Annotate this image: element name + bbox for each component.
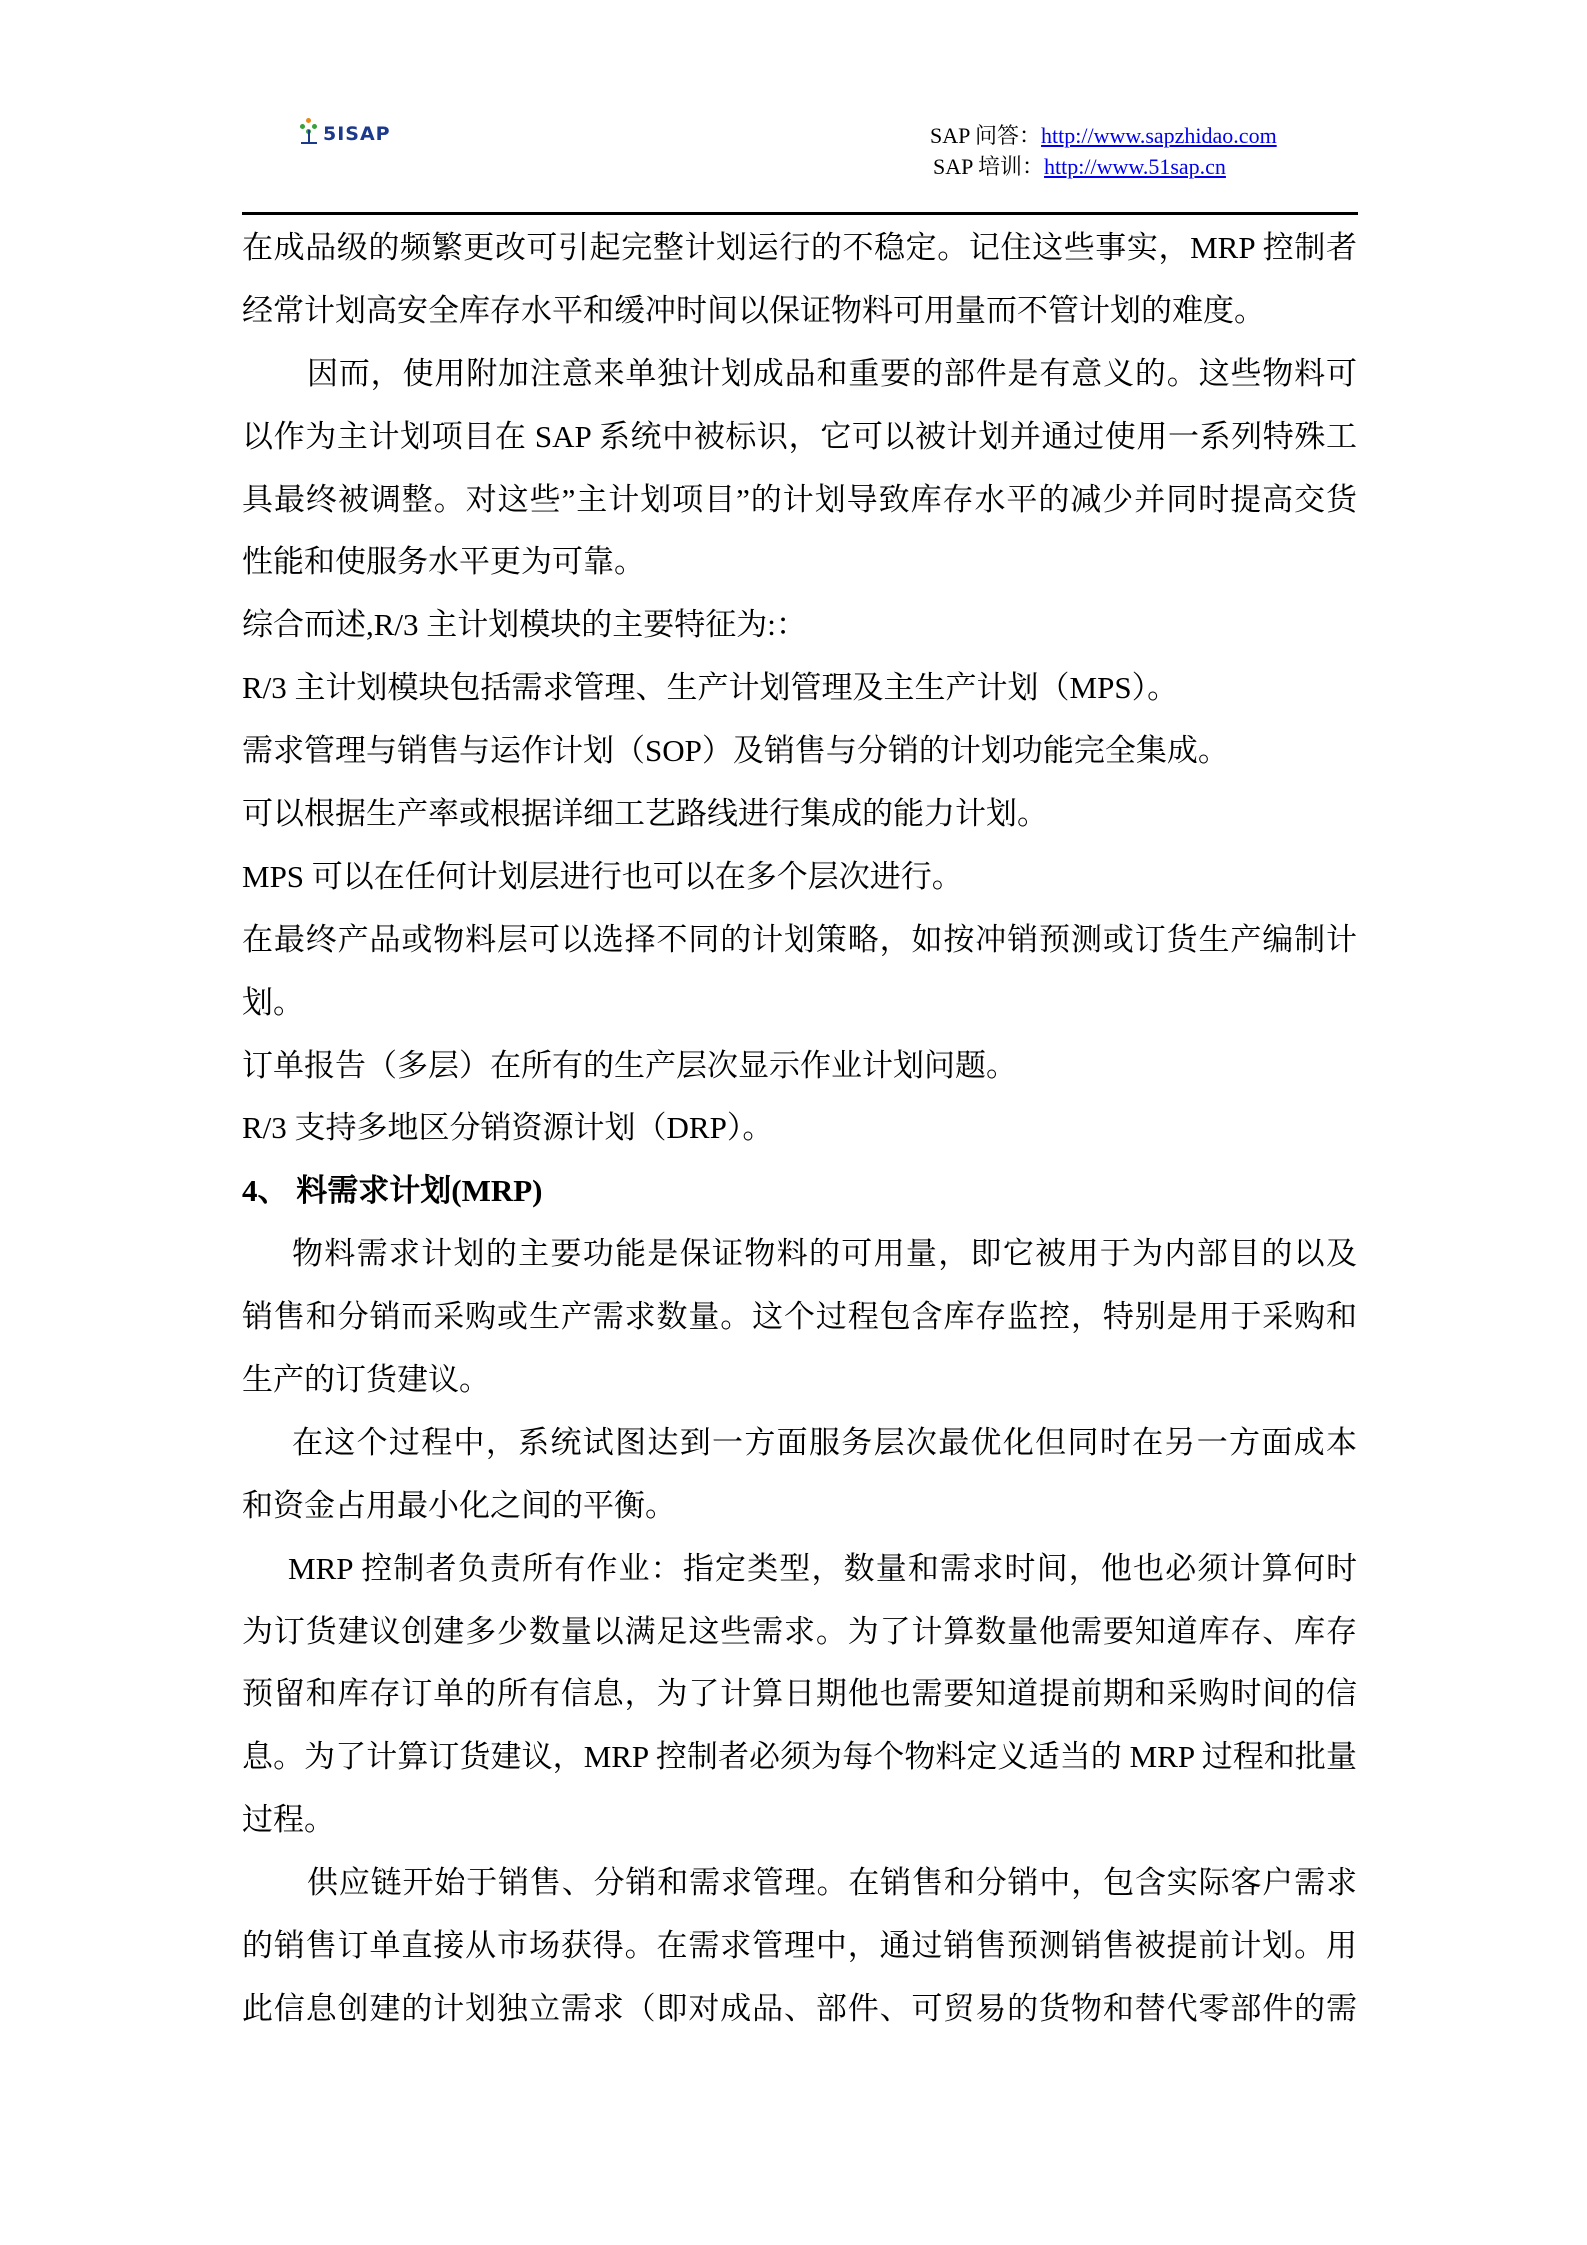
text-line: 经常计划高安全库存水平和缓冲时间以保证物料可用量而不管计划的难度。 <box>242 292 1265 328</box>
qa-label: SAP 问答： <box>930 123 1042 148</box>
text-line: 在这个过程中，系统试图达到一方面服务层次最优化但同时在另一方面成本 <box>292 1424 1357 1460</box>
site-logo <box>298 118 391 144</box>
list-item: 订单报告（多层）在所有的生产层次显示作业计划问题。 <box>242 1047 1017 1083</box>
text-line: MRP 控制者负责所有作业：指定类型，数量和需求时间，他也必须计算何时 <box>288 1550 1357 1586</box>
text-line: 性能和使服务水平更为可靠。 <box>242 544 645 580</box>
text-line: 在成品级的频繁更改可引起完整计划运行的不稳定。记住这些事实，MRP 控制者 <box>242 230 1357 265</box>
text-line: 预留和库存订单的所有信息，为了计算日期他也需要知道提前期和采购时间的信 <box>242 1676 1357 1712</box>
document-body <box>242 217 1357 2041</box>
text-line: 为订货建议创建多少数量以满足这些需求。为了计算数量他需要知道库存、库存 <box>242 1613 1357 1649</box>
text-line: 此信息创建的计划独立需求（即对成品、部件、可贸易的货物和替代零部件的需 <box>242 1990 1357 2026</box>
header-divider <box>242 212 1358 215</box>
text-line: 综合而述,R/3 主计划模块的主要特征为:： <box>242 607 807 643</box>
header-training <box>933 154 1226 180</box>
list-item: 在最终产品或物料层可以选择不同的计划策略，如按冲销预测或订货生产编制计 <box>242 921 1357 957</box>
text-line: 以作为主计划项目在 SAP 系统中被标识，它可以被计划并通过使用一系列特殊工 <box>242 418 1357 454</box>
text-line: 过程。 <box>242 1802 335 1838</box>
text-line: 息。为了计算订货建议，MRP 控制者必须为每个物料定义适当的 MRP 过程和批量 <box>242 1739 1357 1775</box>
text-line: 因而，使用附加注意来单独计划成品和重要的部件是有意义的。这些物料可 <box>307 355 1357 391</box>
text-line: 和资金占用最小化之间的平衡。 <box>242 1487 676 1523</box>
text-line: 具最终被调整。对这些”主计划项目”的计划导致库存水平的减少并同时提高交货 <box>242 481 1357 517</box>
logo-text: 5ISAP <box>323 123 391 145</box>
text-line: 生产的订货建议。 <box>242 1362 490 1398</box>
list-item: R/3 主计划模块包括需求管理、生产计划管理及主生产计划（MPS）。 <box>242 670 1179 706</box>
list-item: R/3 支持多地区分销资源计划（DRP）。 <box>242 1110 774 1146</box>
training-link[interactable]: http://www.51sap.cn <box>1044 154 1226 179</box>
tree-logo-icon <box>298 118 320 144</box>
header-qa <box>930 123 1277 149</box>
text-line: 销售和分销而采购或生产需求数量。这个过程包含库存监控，特别是用于采购和 <box>242 1299 1357 1335</box>
qa-link[interactable]: http://www.sapzhidao.com <box>1041 123 1277 148</box>
training-label: SAP 培训： <box>933 154 1045 179</box>
list-item: 可以根据生产率或根据详细工艺路线进行集成的能力计划。 <box>242 796 1048 832</box>
text-line: 的销售订单直接从市场获得。在需求管理中，通过销售预测销售被提前计划。用 <box>242 1928 1357 1964</box>
list-item: 需求管理与销售与运作计划（SOP）及销售与分销的计划功能完全集成。 <box>242 733 1229 769</box>
list-item: MPS 可以在任何计划层进行也可以在多个层次进行。 <box>242 858 963 894</box>
section-heading: 4、 料需求计划(MRP) <box>242 1173 543 1209</box>
text-line: 物料需求计划的主要功能是保证物料的可用量，即它被用于为内部目的以及 <box>292 1236 1357 1272</box>
text-line: 供应链开始于销售、分销和需求管理。在销售和分销中，包含实际客户需求 <box>307 1865 1357 1901</box>
text-line: 划。 <box>242 984 304 1020</box>
